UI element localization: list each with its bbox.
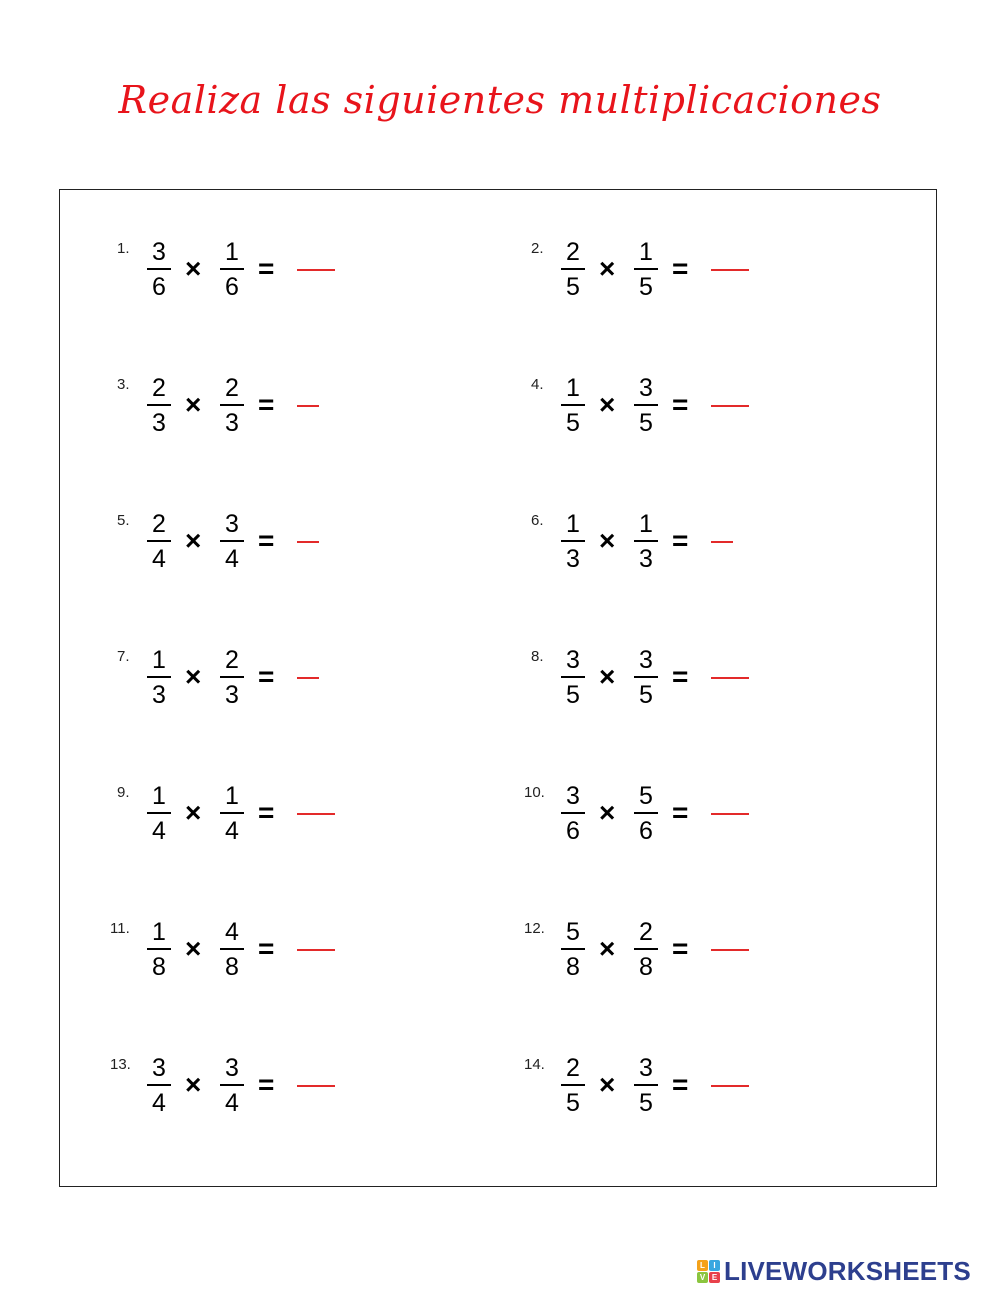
fraction-second [219,917,245,983]
fraction-bar [561,948,585,950]
fraction-bar [220,404,244,406]
numerator: 3 [566,782,580,810]
fraction-bar [634,404,658,406]
denominator: 4 [225,544,239,573]
numerator: 3 [639,646,653,674]
fraction-bar [220,676,244,678]
equals-sign: = [258,253,275,284]
fraction-first [146,917,172,983]
multiply-sign: × [185,797,202,828]
answer-blank[interactable] [297,813,335,815]
fraction-bar [561,540,585,542]
denominator: 8 [639,952,653,981]
denominator: 3 [152,680,166,709]
fraction-first [560,917,586,983]
problem-1 [110,237,410,317]
problem-14 [524,1053,824,1133]
denominator: 5 [639,408,653,437]
multiply-sign: × [599,389,616,420]
numerator: 3 [639,374,653,402]
fraction-second [633,781,659,847]
worksheet-title: Realiza las siguientes multiplicaciones [118,78,882,122]
fraction-bar [634,1084,658,1086]
fraction-second [219,509,245,575]
denominator: 5 [566,680,580,709]
numerator: 1 [566,374,580,402]
problem-number: 8. [531,648,544,665]
numerator: 2 [566,238,580,266]
brand-mark-icon [697,1260,720,1283]
fraction-first [560,373,586,439]
fraction-second [219,373,245,439]
liveworksheets-logo[interactable] [697,1256,971,1286]
problem-13 [110,1053,410,1133]
problem-11 [110,917,410,997]
problem-number: 3. [117,376,130,393]
equals-sign: = [258,525,275,556]
denominator: 3 [225,680,239,709]
numerator: 3 [225,1054,239,1082]
denominator: 5 [639,272,653,301]
problem-6 [524,509,824,589]
fraction-bar [561,404,585,406]
denominator: 3 [152,408,166,437]
equals-sign: = [258,661,275,692]
fraction-second [633,509,659,575]
fraction-first [560,645,586,711]
problem-5 [110,509,410,589]
fraction-bar [634,948,658,950]
fraction-bar [634,540,658,542]
denominator: 8 [225,952,239,981]
denominator: 5 [639,680,653,709]
fraction-second [633,917,659,983]
equals-sign: = [258,389,275,420]
answer-blank[interactable] [297,949,335,951]
fraction-bar [634,268,658,270]
fraction-first [146,237,172,303]
problem-number: 13. [110,1056,131,1073]
equals-sign: = [672,389,689,420]
fraction-bar [561,1084,585,1086]
answer-blank[interactable] [711,405,749,407]
denominator: 3 [639,544,653,573]
answer-blank[interactable] [297,677,319,679]
multiply-sign: × [185,525,202,556]
problem-number: 4. [531,376,544,393]
numerator: 1 [152,918,166,946]
answer-blank[interactable] [711,813,749,815]
brand-name: LIVEWORKSHEETS [724,1255,971,1286]
multiply-sign: × [185,933,202,964]
problem-9 [110,781,410,861]
fraction-bar [147,676,171,678]
numerator: 5 [639,782,653,810]
fraction-bar [220,812,244,814]
numerator: 3 [639,1054,653,1082]
problem-number: 7. [117,648,130,665]
fraction-first [146,373,172,439]
equals-sign: = [672,933,689,964]
fraction-bar [220,948,244,950]
fraction-first [560,781,586,847]
fraction-bar [147,948,171,950]
multiply-sign: × [599,797,616,828]
denominator: 5 [566,1088,580,1117]
answer-blank[interactable] [297,405,319,407]
equals-sign: = [672,797,689,828]
numerator: 1 [152,782,166,810]
equals-sign: = [672,525,689,556]
numerator: 2 [639,918,653,946]
denominator: 8 [152,952,166,981]
denominator: 6 [152,272,166,301]
problem-2 [524,237,824,317]
answer-blank[interactable] [297,541,319,543]
numerator: 1 [225,782,239,810]
equals-sign: = [258,933,275,964]
brand-mark-tile: L [697,1260,708,1271]
fraction-second [219,645,245,711]
denominator: 3 [566,544,580,573]
denominator: 3 [225,408,239,437]
answer-blank[interactable] [711,541,733,543]
numerator: 1 [225,238,239,266]
problem-number: 10. [524,784,545,801]
answer-blank[interactable] [711,949,749,951]
answer-blank[interactable] [711,1085,749,1087]
denominator: 5 [566,272,580,301]
problem-number: 6. [531,512,544,529]
fraction-bar [561,812,585,814]
fraction-first [146,645,172,711]
fraction-first [146,1053,172,1119]
problem-8 [524,645,824,725]
denominator: 8 [566,952,580,981]
equals-sign: = [258,797,275,828]
numerator: 3 [152,1054,166,1082]
fraction-second [633,1053,659,1119]
problem-3 [110,373,410,453]
fraction-bar [147,812,171,814]
denominator: 4 [152,1088,166,1117]
numerator: 3 [152,238,166,266]
fraction-bar [634,676,658,678]
numerator: 5 [566,918,580,946]
numerator: 2 [225,374,239,402]
answer-blank[interactable] [297,1085,335,1087]
fraction-first [146,509,172,575]
denominator: 6 [225,272,239,301]
numerator: 1 [639,510,653,538]
problem-12 [524,917,824,997]
numerator: 2 [225,646,239,674]
multiply-sign: × [185,1069,202,1100]
denominator: 4 [225,1088,239,1117]
numerator: 2 [566,1054,580,1082]
fraction-bar [220,1084,244,1086]
problem-10 [524,781,824,861]
problem-number: 9. [117,784,130,801]
answer-blank[interactable] [711,269,749,271]
fraction-bar [147,404,171,406]
denominator: 4 [225,816,239,845]
fraction-first [560,237,586,303]
answer-blank[interactable] [711,677,749,679]
fraction-second [633,237,659,303]
equals-sign: = [672,253,689,284]
fraction-bar [147,1084,171,1086]
multiply-sign: × [599,1069,616,1100]
fraction-second [633,645,659,711]
fraction-first [146,781,172,847]
brand-mark-tile: V [697,1272,708,1283]
numerator: 1 [639,238,653,266]
denominator: 5 [639,1088,653,1117]
fraction-first [560,1053,586,1119]
fraction-bar [220,540,244,542]
brand-mark-tile: I [709,1260,720,1271]
problem-7 [110,645,410,725]
fraction-bar [147,268,171,270]
problem-number: 5. [117,512,130,529]
numerator: 4 [225,918,239,946]
denominator: 6 [566,816,580,845]
multiply-sign: × [185,253,202,284]
fraction-second [219,237,245,303]
problem-4 [524,373,824,453]
denominator: 4 [152,816,166,845]
fraction-second [633,373,659,439]
numerator: 1 [566,510,580,538]
problem-number: 11. [110,920,130,937]
problem-number: 12. [524,920,545,937]
fraction-second [219,1053,245,1119]
problem-number: 2. [531,240,544,257]
denominator: 5 [566,408,580,437]
fraction-bar [561,268,585,270]
numerator: 3 [566,646,580,674]
fraction-bar [147,540,171,542]
multiply-sign: × [599,933,616,964]
answer-blank[interactable] [297,269,335,271]
multiply-sign: × [185,661,202,692]
numerator: 3 [225,510,239,538]
problem-number: 14. [524,1056,545,1073]
equals-sign: = [672,661,689,692]
fraction-bar [634,812,658,814]
equals-sign: = [258,1069,275,1100]
brand-mark-tile: E [709,1272,720,1283]
multiply-sign: × [599,253,616,284]
multiply-sign: × [599,525,616,556]
fraction-second [219,781,245,847]
numerator: 2 [152,510,166,538]
problem-number: 1. [117,240,130,257]
multiply-sign: × [185,389,202,420]
numerator: 1 [152,646,166,674]
denominator: 4 [152,544,166,573]
equals-sign: = [672,1069,689,1100]
denominator: 6 [639,816,653,845]
multiply-sign: × [599,661,616,692]
fraction-bar [561,676,585,678]
fraction-first [560,509,586,575]
fraction-bar [220,268,244,270]
numerator: 2 [152,374,166,402]
